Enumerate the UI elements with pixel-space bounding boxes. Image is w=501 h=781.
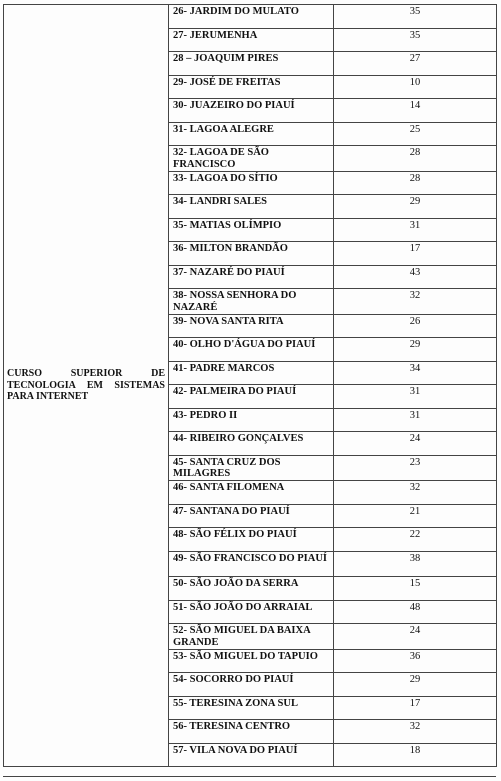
vacancy-table (3, 4, 497, 767)
municipality-cell: 48- SÃO FÉLIX DO PIAUÍ (169, 528, 334, 552)
municipality-cell: 36- MILTON BRANDÃO (169, 242, 334, 266)
municipality-cell: 46- SANTA FILOMENA (169, 481, 334, 505)
municipality-cell: 29- JOSÉ DE FREITAS (169, 75, 334, 99)
vacancies-cell: 32 (334, 720, 497, 744)
bottom-rule (3, 776, 496, 777)
vacancies-cell: 14 (334, 99, 497, 123)
municipality-cell: 39- NOVA SANTA RITA (169, 314, 334, 338)
vacancies-cell: 22 (334, 528, 497, 552)
vacancies-cell: 35 (334, 5, 497, 29)
vacancies-cell: 24 (334, 432, 497, 456)
vacancies-cell: 43 (334, 265, 497, 289)
vacancies-cell: 32 (334, 481, 497, 505)
municipality-cell: 43- PEDRO II (169, 408, 334, 432)
vacancies-cell: 21 (334, 504, 497, 528)
vacancies-cell: 15 (334, 577, 497, 601)
vacancies-cell: 27 (334, 52, 497, 76)
municipality-cell: 54- SOCORRO DO PIAUÍ (169, 673, 334, 697)
municipality-cell: 41- PADRE MARCOS (169, 361, 334, 385)
municipality-cell: 56- TERESINA CENTRO (169, 720, 334, 744)
table-body (4, 5, 497, 767)
vacancies-cell: 29 (334, 338, 497, 362)
municipality-cell: 47- SANTANA DO PIAUÍ (169, 504, 334, 528)
vacancies-cell: 32 (334, 289, 497, 315)
municipality-cell: 51- SÃO JOÃO DO ARRAIAL (169, 600, 334, 624)
municipality-cell: 50- SÃO JOÃO DA SERRA (169, 577, 334, 601)
municipality-cell: 57- VILA NOVA DO PIAUÍ (169, 743, 334, 767)
vacancies-cell: 36 (334, 649, 497, 673)
municipality-cell: 34- LANDRI SALES (169, 195, 334, 219)
vacancies-cell: 35 (334, 28, 497, 52)
course-name-cell: CURSO SUPERIOR DE TECNOLOGIA EM SISTEMAS PARA INTERNET (4, 5, 169, 767)
vacancies-cell: 18 (334, 743, 497, 767)
vacancies-cell: 29 (334, 195, 497, 219)
municipality-cell: 49- SÃO FRANCISCO DO PIAUÍ (169, 551, 334, 577)
vacancies-cell: 34 (334, 361, 497, 385)
municipality-cell: 37- NAZARÉ DO PIAUÍ (169, 265, 334, 289)
vacancies-cell: 29 (334, 673, 497, 697)
table-row (4, 5, 497, 29)
vacancies-cell: 25 (334, 122, 497, 146)
vacancies-cell: 31 (334, 408, 497, 432)
vacancies-cell: 38 (334, 551, 497, 577)
vacancies-cell: 28 (334, 146, 497, 172)
municipality-cell: 55- TERESINA ZONA SUL (169, 696, 334, 720)
municipality-cell: 45- SANTA CRUZ DOS MILAGRES (169, 455, 334, 481)
municipality-cell: 31- LAGOA ALEGRE (169, 122, 334, 146)
vacancies-cell: 48 (334, 600, 497, 624)
municipality-cell: 30- JUAZEIRO DO PIAUÍ (169, 99, 334, 123)
municipality-cell: 33- LAGOA DO SÍTIO (169, 171, 334, 195)
vacancies-cell: 31 (334, 218, 497, 242)
vacancies-cell: 31 (334, 385, 497, 409)
municipality-cell: 28 – JOAQUIM PIRES (169, 52, 334, 76)
municipality-cell: 38- NOSSA SENHORA DO NAZARÉ (169, 289, 334, 315)
municipality-cell: 44- RIBEIRO GONÇALVES (169, 432, 334, 456)
vacancies-cell: 28 (334, 171, 497, 195)
municipality-cell: 52- SÃO MIGUEL DA BAIXA GRANDE (169, 624, 334, 650)
vacancies-cell: 24 (334, 624, 497, 650)
vacancies-cell: 17 (334, 242, 497, 266)
municipality-cell: 53- SÃO MIGUEL DO TAPUIO (169, 649, 334, 673)
municipality-cell: 27- JERUMENHA (169, 28, 334, 52)
vacancies-cell: 23 (334, 455, 497, 481)
vacancies-cell: 17 (334, 696, 497, 720)
municipality-cell: 32- LAGOA DE SÃO FRANCISCO (169, 146, 334, 172)
municipality-cell: 26- JARDIM DO MULATO (169, 5, 334, 29)
municipality-cell: 40- OLHO D'ÁGUA DO PIAUÍ (169, 338, 334, 362)
municipality-cell: 35- MATIAS OLÍMPIO (169, 218, 334, 242)
vacancies-cell: 26 (334, 314, 497, 338)
vacancies-cell: 10 (334, 75, 497, 99)
municipality-cell: 42- PALMEIRA DO PIAUÍ (169, 385, 334, 409)
